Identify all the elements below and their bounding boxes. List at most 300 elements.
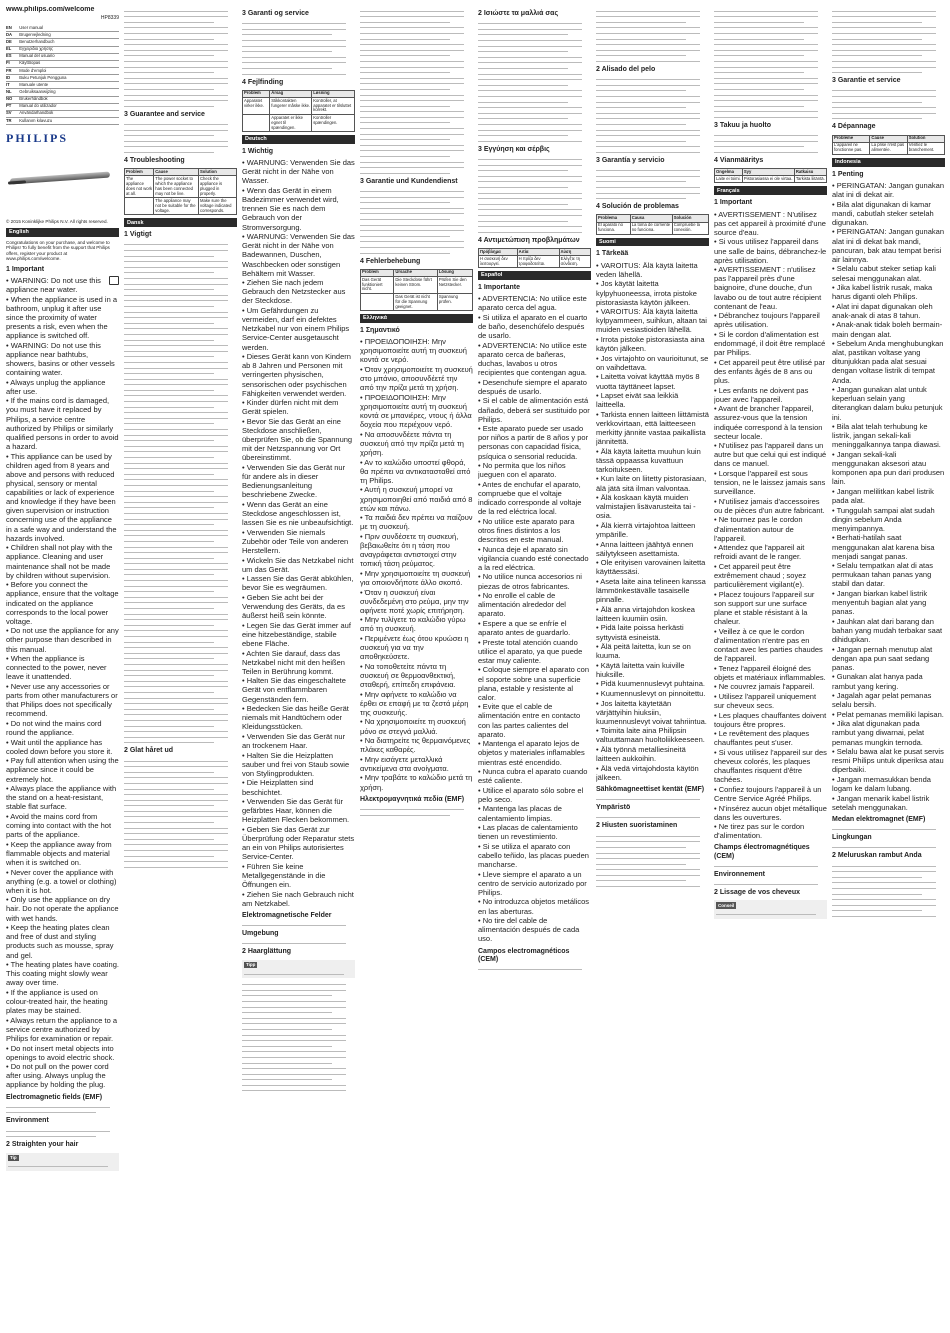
text-line bbox=[124, 780, 228, 784]
emf-heading-id: Medan elektromagnet (EMF) bbox=[832, 815, 926, 823]
text-line bbox=[242, 31, 332, 35]
section-heading-garantie-fr: 3 Garantie et service bbox=[832, 77, 901, 85]
safety-warning-item: • Avant de brancher l'appareil, assurez-vous que la tension indiquée correspond à la tension secteur locale. bbox=[714, 404, 823, 441]
text-line bbox=[596, 58, 700, 62]
safety-warning-item: • Berhati-hatilah saat menggunakan alat karena bisa menjadi sangat panas. bbox=[832, 533, 935, 561]
safety-warning-item: • Bedecken Sie das heiße Gerät niemals mit Handtüchern oder Kleidungsstücken. bbox=[242, 704, 349, 732]
text-line bbox=[124, 392, 228, 396]
safety-warning-item: • Führen Sie keine Metallgegenstände in die Öffnungen ein. bbox=[242, 861, 326, 890]
text-line bbox=[596, 115, 700, 119]
text-line bbox=[360, 244, 464, 248]
text-line bbox=[478, 65, 568, 69]
section-heading-vigtigt: 1 Vigtigt bbox=[124, 231, 152, 239]
text-line bbox=[124, 342, 228, 346]
text-line bbox=[124, 247, 228, 251]
language-index-row bbox=[6, 53, 119, 60]
safety-warning-item: • Όταν η συσκευή είναι συνδεδεμένη στο ρεύμα, μην την αφήνετε ποτέ χωρίς επιτήρηση. bbox=[360, 587, 469, 615]
text-line bbox=[124, 132, 214, 136]
text-line bbox=[124, 700, 228, 704]
safety-warning-item: • No permita que los niños jueguen con el aparato. bbox=[478, 461, 566, 480]
text-line bbox=[360, 41, 464, 45]
text-line bbox=[124, 527, 228, 531]
text-line bbox=[124, 504, 214, 508]
text-line bbox=[360, 125, 464, 129]
safety-warning-item: • No utilice este aparato para otros fines distintos a los descritos en este manual. bbox=[478, 516, 575, 545]
section-heading-takuu: 3 Takuu ja huolto bbox=[714, 121, 772, 129]
section-heading-tarkeaa: 1 Tärkeää bbox=[596, 250, 629, 258]
section-heading-hiusten: 2 Hiusten suoristaminen bbox=[596, 822, 678, 830]
text-line bbox=[124, 627, 228, 631]
safety-warning-item: • Selalu tempatkan alat di atas permukaan tahan panas yang stabil dan datar. bbox=[832, 561, 934, 589]
text-line bbox=[124, 465, 228, 469]
text-line bbox=[596, 143, 700, 147]
language-index-row bbox=[6, 110, 119, 117]
english-warnings bbox=[6, 276, 119, 1090]
safety-warning-item: • Jangan pernah menutup alat dengan apa pun saat sedang panas. bbox=[832, 644, 933, 672]
safety-warning-item: • ADVERTENCIA: No utilice este aparato cerca del agua. bbox=[478, 294, 587, 313]
safety-warning-item: • Aseta laite aina telineen kanssa lämmönkestävälle tasaiselle pinnalle. bbox=[596, 576, 706, 605]
text-line bbox=[360, 233, 450, 237]
safety-warning-item: • Μην εισάγετε μεταλλικά αντικείμενα στα ανοίγματα. bbox=[360, 754, 449, 773]
warning-icon bbox=[109, 276, 119, 285]
text-line bbox=[478, 190, 582, 194]
text-line bbox=[714, 92, 818, 96]
safety-warning-item: • Este aparato puede ser usado por niños a partir de 8 años y por personas con capacidad física, psíquica o sensorial reducida. bbox=[478, 424, 589, 461]
text-line bbox=[596, 13, 700, 17]
copyright-notice: © 2015 Koninklijke Philips N.V. All rights reserved. bbox=[6, 219, 108, 225]
text-line bbox=[124, 297, 228, 301]
column-dansk bbox=[124, 6, 237, 1327]
text-line bbox=[714, 149, 818, 153]
text-line bbox=[124, 19, 214, 23]
text-line bbox=[478, 31, 568, 35]
language-heading-dansk: Dansk bbox=[124, 218, 237, 227]
text-line bbox=[714, 24, 818, 28]
text-line bbox=[242, 37, 346, 41]
text-line bbox=[478, 110, 582, 114]
text-line bbox=[596, 24, 700, 28]
text-line bbox=[124, 404, 214, 408]
safety-warning-item: • Wenn das Gerät in einem Badezimmer verwendet wird, trennen Sie es nach dem Gebrauch von der Stromversorgung. bbox=[242, 186, 339, 232]
safety-warning-item: • Jauhkan alat dari barang dan bahan yang mudah terbakar saat dihidupkan. bbox=[832, 616, 943, 645]
troubleshooting-table-el: Πρόβλημα Αιτία Λύση Η συσκευή δεν λειτουργεί. Η πρίζα δεν τροφοδοτείται. Ελέγξτε τη σύνδεση. bbox=[478, 248, 591, 268]
section-heading-meluruskan: 2 Meluruskan rambut Anda bbox=[832, 852, 922, 860]
safety-warning-item: • Never cover the appliance with anything (e.g. a towel or clothing) when it is hot. bbox=[6, 867, 117, 895]
text-line bbox=[360, 47, 464, 51]
hair-straightener-illustration bbox=[6, 149, 119, 209]
language-index-row bbox=[6, 75, 119, 82]
safety-warning-item: • Πριν συνδέσετε τη συσκευή, βεβαιωθείτε ότι η τάση που αναγράφεται αντιστοιχεί στην τοπική τάση ρεύματος. bbox=[360, 531, 459, 569]
safety-warning-item: • Tenez l'appareil éloigné des objets et matériaux inflammables. bbox=[714, 663, 826, 682]
text-line bbox=[832, 913, 936, 917]
text-line bbox=[360, 188, 464, 192]
safety-warning-item: • Älä kierrä virtajohtoa laitteen ympärille. bbox=[596, 520, 696, 540]
text-line bbox=[360, 216, 450, 220]
text-line bbox=[242, 987, 346, 991]
safety-warning-item: • Attendez que l'appareil ait refroidi avant de le ranger. bbox=[714, 543, 805, 562]
safety-warning-item: • Legen Sie das Gerät immer auf eine hitzebeständige, stabile ebene Fläche. bbox=[242, 620, 351, 648]
language-index-row bbox=[6, 82, 119, 89]
text-line bbox=[124, 264, 228, 268]
safety-warning-item: • Selalu bawa alat ke pusat servis resmi Philips untuk diperiksa atau diperbaiki. bbox=[832, 747, 944, 775]
safety-warning-item: • AVERTISSEMENT : n'utilisez pas l'appareil près d'une baignoire, d'une douche, d'un lavabo ou de tout autre récipient contenant de l'eau. bbox=[714, 265, 822, 311]
language-index-row bbox=[6, 89, 119, 96]
safety-warning-item: • Si vous utilisez l'appareil sur des cheveux colorés, les plaques chauffantes risquent d'être tachées. bbox=[714, 747, 827, 785]
text-line bbox=[124, 802, 214, 806]
text-line bbox=[124, 415, 228, 419]
text-line bbox=[124, 448, 228, 452]
text-line bbox=[242, 1037, 346, 1041]
text-line bbox=[596, 104, 686, 108]
safety-warning-item: • Coloque siempre el aparato con el soporte sobre una superficie plana, estable y resistente al calor. bbox=[478, 665, 590, 702]
safety-warning-item: • Geben Sie das Gerät zur Überprüfung oder Reparatur stets an ein von Philips autorisiertes Service-Center. bbox=[242, 824, 355, 862]
text-line bbox=[596, 838, 700, 842]
language-title: Εγχειρίδιο χρήσης bbox=[19, 46, 119, 53]
language-title: Gebruiksaanwijzing bbox=[19, 89, 119, 96]
english-intro: Congratulations on your purchase, and welcome to Philips! To fully benefit from the support that Philips offers, register your product at www.philips.com/welcome. bbox=[6, 239, 110, 262]
safety-warning-item: • Before you connect the appliance, ensure that the voltage indicated on the appliance corresponds to the local power voltage. bbox=[6, 580, 119, 626]
text-line bbox=[714, 36, 804, 40]
safety-warning-item: • Älä käytä laitetta muuhun kuin tässä oppaassa kuvattuun tarkoitukseen. bbox=[596, 446, 701, 474]
safety-warning-item: • Wickeln Sie das Netzkabel nicht um das Gerät. bbox=[242, 555, 354, 574]
safety-warning-item: • Verwenden Sie das Gerät nur an trockenem Haar. bbox=[242, 731, 346, 751]
text-line bbox=[596, 47, 700, 51]
safety-warning-item: • Pidä kuumennuslevyt puhtaina. bbox=[596, 679, 705, 689]
language-title: User manual bbox=[19, 25, 119, 32]
text-line bbox=[124, 127, 228, 131]
text-line bbox=[360, 13, 464, 17]
text-line bbox=[124, 836, 214, 840]
text-line bbox=[478, 138, 582, 142]
safety-warning-item: • Lorsque l'appareil est sous tension, ne le laissez jamais sans surveillance. bbox=[714, 469, 826, 497]
text-line bbox=[714, 58, 818, 62]
text-line bbox=[714, 108, 818, 112]
text-line bbox=[596, 99, 700, 103]
text-line bbox=[596, 76, 700, 80]
environment-heading-de: Umgebung bbox=[242, 930, 279, 938]
text-line bbox=[124, 64, 228, 68]
emf-heading-el: Ηλεκτρομαγνητικά πεδία (EMF) bbox=[360, 795, 465, 803]
safety-warning-item: • AVERTISSEMENT : N'utilisez pas cet appareil à proximité d'une source d'eau. bbox=[714, 209, 826, 237]
text-line bbox=[124, 269, 214, 273]
text-line bbox=[124, 337, 214, 341]
safety-warning-item: • Älä peitä laitetta, kun se on kuuma. bbox=[596, 642, 691, 661]
text-line bbox=[832, 907, 922, 911]
text-line bbox=[124, 92, 228, 96]
text-line bbox=[124, 86, 214, 90]
safety-warning-item: • VAROITUS: Älä käytä laitetta kylpyammeen, suihkun, altaan tai muiden vesiastioiden lähellä. bbox=[596, 307, 707, 335]
safety-warning-item: • Always return the appliance to a service centre authorized by Philips for examination or repair. bbox=[6, 1015, 118, 1043]
text-line bbox=[124, 58, 228, 62]
text-line bbox=[124, 476, 228, 480]
safety-warning-item: • Verwenden Sie niemals Zubehör oder Teile von anderen Herstellern. bbox=[242, 527, 349, 555]
text-line bbox=[360, 238, 464, 242]
safety-warning-item: • Ne couvrez jamais l'appareil. bbox=[714, 682, 815, 692]
column-deutsch bbox=[242, 6, 355, 1327]
text-line bbox=[124, 493, 228, 497]
safety-warning-item: • The heating plates have coating. This coating might slowly wear away over time. bbox=[6, 960, 119, 988]
safety-warning-item: • Halten Sie das eingeschaltete Gerät von entflammbaren Gegenständen fern. bbox=[242, 676, 346, 704]
safety-warning-item: • Nunca cubra el aparato cuando esté caliente. bbox=[478, 767, 588, 786]
safety-warning-item: • Να τοποθετείτε πάντα τη συσκευή σε θερμοανθεκτική, σταθερή, επίπεδη επιφάνεια. bbox=[360, 661, 456, 690]
text-line bbox=[124, 253, 214, 257]
safety-warning-item: • Do not pull on the power cord after using. Always unplug the appliance by holding the plug. bbox=[6, 1062, 109, 1090]
language-index-row bbox=[6, 60, 119, 67]
section-heading-penting: 1 Penting bbox=[832, 170, 864, 178]
troubleshooting-table-de: Problem Ursache Lösung Das Gerät funktioniert nicht. Die Steckdose führt keinen Strom. Prüfen Sie den Netzstecker. Das Gerät ist nicht für die Spannung geeignet. Spannung prüfen. bbox=[360, 269, 473, 311]
text-line bbox=[596, 844, 686, 848]
text-line bbox=[832, 891, 922, 895]
text-line bbox=[124, 13, 228, 17]
language-code: SV bbox=[6, 110, 19, 117]
safety-warning-item: • Kun laite on liitetty pistorasiaan, älä jätä sitä ilman valvontaa. bbox=[596, 474, 707, 493]
text-line bbox=[478, 173, 582, 177]
safety-warning-item: • Lleve siempre el aparato a un centro de servicio autorizado por Philips. bbox=[478, 869, 587, 897]
text-line bbox=[360, 36, 450, 40]
text-line bbox=[124, 41, 228, 45]
text-line bbox=[124, 471, 214, 475]
text-line bbox=[596, 127, 700, 131]
text-line bbox=[832, 24, 936, 28]
text-line bbox=[242, 71, 346, 75]
text-line bbox=[124, 488, 214, 492]
language-code: EL bbox=[6, 46, 19, 53]
safety-warning-item: • No enrolle el cable de alimentación alrededor del aparato. bbox=[478, 591, 566, 619]
text-line bbox=[242, 1060, 332, 1064]
safety-warning-item: • Lassen Sie das Gerät abkühlen, bevor Sie es wegräumen. bbox=[242, 574, 354, 593]
emf-heading-en: Electromagnetic fields (EMF) bbox=[6, 1093, 103, 1101]
safety-warning-item: • Όταν χρησιμοποιείτε τη συσκευή στο μπάνιο, αποσυνδέετέ την από την πρίζα μετά τη χρήση. bbox=[360, 365, 473, 393]
text-line bbox=[714, 41, 818, 45]
language-code: FI bbox=[6, 60, 19, 67]
environment-heading-fi: Ympäristö bbox=[596, 804, 631, 812]
section-heading-important-en: 1 Important bbox=[6, 265, 45, 273]
section-heading-glat: 2 Glat håret ud bbox=[124, 747, 174, 755]
text-line bbox=[596, 52, 686, 56]
text-line bbox=[124, 241, 228, 245]
text-line bbox=[124, 432, 228, 436]
text-line bbox=[596, 138, 686, 142]
text-line bbox=[478, 115, 568, 119]
text-line bbox=[714, 69, 804, 73]
text-line bbox=[596, 173, 700, 177]
text-line bbox=[124, 69, 214, 73]
text-line bbox=[714, 13, 818, 17]
safety-warning-item: • Sebelum Anda menghubungkan alat, pastikan voltase yang ditunjukkan pada alat sesuai dengan voltase listrik di tempat Anda. bbox=[832, 339, 944, 385]
text-line bbox=[242, 20, 346, 24]
section-heading-garantie-kundendienst: 3 Garantie und Kundendienst bbox=[360, 177, 458, 185]
text-line bbox=[124, 622, 214, 626]
column-espanol bbox=[478, 6, 591, 1327]
safety-warning-item: • Pay full attention when using the appliance since it could be extremely hot. bbox=[6, 756, 119, 784]
deutsch-warnings bbox=[242, 158, 355, 908]
text-line bbox=[124, 281, 228, 285]
text-line bbox=[478, 212, 582, 216]
language-title: Manual del usuario bbox=[19, 53, 119, 60]
safety-warning-item: • Περιμένετε έως ότου κρυώσει η συσκευή για να την αποθηκεύσετε. bbox=[360, 633, 469, 662]
text-line bbox=[124, 555, 214, 559]
text-line bbox=[124, 353, 214, 357]
text-line bbox=[124, 365, 228, 369]
safety-warning-item: • Mantenga el aparato lejos de objetos y materiales inflamables mientras esté encendido. bbox=[478, 739, 585, 767]
text-line bbox=[124, 516, 228, 520]
text-line bbox=[832, 874, 922, 878]
section-heading-troubleshooting-en: 4 Troubleshooting bbox=[124, 156, 185, 164]
text-line bbox=[714, 52, 804, 56]
text-line bbox=[596, 82, 700, 86]
text-line bbox=[124, 143, 228, 147]
language-code: DA bbox=[6, 32, 19, 39]
safety-warning-item: • Cet appareil peut être utilisé par des enfants âgés de 8 ans ou plus. bbox=[714, 357, 826, 386]
text-line bbox=[478, 127, 582, 131]
safety-warning-item: • Verwenden Sie das Gerät nur für andere als in dieser Bedienungsanleitung beschriebene Zwecke. bbox=[242, 462, 346, 500]
safety-warning-item: • Always unplug the appliance after use. bbox=[6, 377, 106, 396]
section-heading-isioste: 2 Ισιώστε τα μαλλιά σας bbox=[478, 10, 559, 17]
text-line bbox=[242, 1048, 346, 1052]
text-line bbox=[832, 99, 922, 103]
text-line bbox=[124, 599, 228, 603]
safety-warning-item: • Anna laitteen jäähtyä ennen säilytykseen asettamista. bbox=[596, 539, 694, 558]
text-line bbox=[360, 80, 464, 84]
text-line bbox=[714, 97, 818, 101]
text-line bbox=[124, 655, 214, 659]
safety-warning-item: • Älä vedä virtajohdosta käytön jälkeen. bbox=[596, 763, 699, 782]
text-line bbox=[832, 36, 922, 40]
text-line bbox=[124, 616, 228, 620]
text-line bbox=[360, 227, 464, 231]
section-heading-garantia: 3 Garantía y servicio bbox=[596, 156, 665, 164]
safety-warning-item: • Preste total atención cuando utilice el aparato, ya que puede estar muy caliente. bbox=[478, 637, 583, 665]
text-line bbox=[478, 104, 582, 108]
text-line bbox=[124, 30, 228, 34]
language-code: ES bbox=[6, 53, 19, 60]
safety-warning-item: • Ziehen Sie nach jedem Gebrauch den Netzstecker aus der Steckdose. bbox=[242, 278, 346, 306]
safety-warning-item: • Pidä laite poissa herkästi syttyvistä esineistä. bbox=[596, 623, 684, 642]
safety-warning-item: • Halten Sie die Heizplatten sauber und frei von Staub sowie von Stylingprodukten. bbox=[242, 750, 350, 778]
text-line bbox=[124, 728, 228, 732]
language-heading-espanol: Español bbox=[478, 271, 591, 280]
text-line bbox=[360, 153, 450, 157]
safety-warning-item: • Kinder dürfen nicht mit dem Gerät spielen. bbox=[242, 398, 339, 417]
language-index-row bbox=[6, 67, 119, 74]
text-line bbox=[360, 8, 464, 12]
language-title: Mode d'emploi bbox=[19, 67, 119, 74]
section-heading-antimetopisi: 4 Αντιμετώπιση προβλημάτων bbox=[478, 236, 580, 244]
text-line bbox=[360, 147, 464, 151]
text-line bbox=[242, 1087, 346, 1091]
text-line bbox=[124, 594, 228, 598]
safety-warning-item: • Bila alat digunakan di kamar mandi, cabutlah steker setelah digunakan. bbox=[832, 199, 934, 227]
language-title: Benutzerhandbuch bbox=[19, 39, 119, 46]
text-line bbox=[124, 786, 214, 790]
safety-warning-item: • ADVERTENCIA: No utilice este aparato cerca de bañeras, duchas, lavabos u otros recipientes que contengan agua. bbox=[478, 340, 587, 378]
model-number: HP8339 bbox=[100, 15, 119, 22]
text-line bbox=[596, 36, 686, 40]
safety-warning-item: • Jangan melilitkan kabel listrik pada alat. bbox=[832, 486, 934, 506]
text-line bbox=[360, 75, 464, 79]
language-title: Manuale utente bbox=[19, 82, 119, 89]
language-index-row bbox=[6, 32, 119, 39]
safety-warning-item: • Achten Sie darauf, dass das Netzkabel nicht mit den heißen Teilen in Berührung kommt. bbox=[242, 648, 345, 676]
text-line bbox=[242, 1043, 332, 1047]
safety-warning-item: • Only use the appliance on dry hair. Do not operate the appliance with wet hands. bbox=[6, 895, 119, 923]
text-line bbox=[124, 97, 228, 101]
text-line bbox=[124, 75, 228, 79]
section-heading-solucion: 4 Solución de problemas bbox=[596, 203, 679, 211]
safety-warning-item: • Do not insert metal objects into openings to avoid electric shock. bbox=[6, 1043, 115, 1062]
section-heading-wichtig: 1 Wichtig bbox=[242, 147, 274, 155]
text-line bbox=[596, 195, 686, 199]
text-line bbox=[596, 184, 700, 188]
text-line bbox=[124, 149, 214, 153]
text-line bbox=[478, 162, 582, 166]
text-line bbox=[832, 52, 922, 56]
emf-heading-es: Campos electromagnéticos (CEM) bbox=[478, 947, 570, 963]
text-line bbox=[360, 159, 464, 163]
safety-warning-item: • Ne tournez pas le cordon d'alimentation autour de l'appareil. bbox=[714, 515, 803, 543]
section-heading-depannage: 4 Dépannage bbox=[832, 123, 876, 131]
text-line bbox=[124, 499, 228, 503]
safety-warning-item: • Si el cable de alimentación está dañado, deberá ser sustituido por Philips. bbox=[478, 396, 590, 424]
text-line bbox=[360, 114, 464, 118]
safety-warning-item: • Veillez à ce que le cordon d'alimentation n'entre pas en contact avec les parties chaudes de l'appareil. bbox=[714, 626, 823, 664]
section-heading-eggyisi: 3 Εγγύηση και σέρβις bbox=[478, 145, 550, 153]
text-line bbox=[596, 167, 700, 171]
language-code: ID bbox=[6, 75, 19, 82]
safety-warning-item: • Antes de enchufar el aparato, compruebe que el voltaje indicado corresponde al voltaje de la red eléctrica local. bbox=[478, 479, 582, 517]
safety-warning-item: • Avoid the mains cord from coming into contact with the hot parts of the appliance. bbox=[6, 811, 112, 840]
text-line bbox=[124, 286, 214, 290]
text-line bbox=[124, 538, 214, 542]
environment-heading-en: Environment bbox=[6, 1117, 49, 1125]
language-title: Brugervejledning bbox=[19, 32, 119, 39]
text-line bbox=[360, 58, 464, 62]
text-line bbox=[596, 855, 700, 859]
text-line bbox=[714, 75, 818, 79]
text-line bbox=[124, 678, 228, 682]
safety-warning-item: • Evite que el cable de alimentación entre en contacto con las partes calientes del aparato. bbox=[478, 702, 581, 739]
text-line bbox=[124, 482, 228, 486]
text-line bbox=[124, 303, 214, 307]
text-line bbox=[124, 723, 214, 727]
safety-warning-item: • Bila alat telah terhubung ke listrik, jangan sekali-kali meninggalkannya tanpa diawasi. bbox=[832, 422, 941, 450]
text-line bbox=[832, 19, 922, 23]
text-line bbox=[124, 331, 228, 335]
safety-warning-item: • Lapset eivät saa leikkiä laitteella. bbox=[596, 391, 679, 410]
text-line bbox=[478, 206, 582, 210]
safety-warning-item: • Jika alat digunakan pada rambut yang diwarnai, pelat pemanas mungkin ternoda. bbox=[832, 719, 925, 747]
text-line bbox=[124, 825, 228, 829]
text-line bbox=[124, 454, 214, 458]
text-line bbox=[124, 426, 228, 430]
text-line bbox=[714, 30, 818, 34]
text-line bbox=[124, 47, 228, 51]
ellinika-warnings bbox=[360, 337, 473, 792]
safety-warning-item: • ΠΡΟΕΙΔΟΠΟΙΗΣΗ: Μην χρησιμοποιείτε αυτή τη συσκευή κοντά σε μπανιέρες, ντους ή άλλα δοχεία που περιέχουν νερό. bbox=[360, 392, 472, 430]
text-line bbox=[832, 47, 936, 51]
safety-warning-item: • Si vous utilisez l'appareil dans une salle de bains, débranchez-le après utilisation. bbox=[714, 237, 827, 265]
text-line bbox=[360, 250, 450, 254]
safety-warning-item: • N'insérez aucun objet métallique dans les ouvertures. bbox=[714, 803, 827, 822]
text-line bbox=[596, 93, 700, 97]
safety-warning-item: • Jika kabel listrik rusak, maka harus diganti oleh Philips. bbox=[832, 283, 933, 302]
website-url[interactable]: www.philips.com/welcome bbox=[6, 6, 95, 13]
text-line bbox=[242, 1082, 346, 1086]
text-line bbox=[124, 588, 214, 592]
text-line bbox=[478, 59, 582, 63]
text-line bbox=[124, 706, 214, 710]
safety-warning-item: • Do not wind the mains cord round the appliance. bbox=[6, 718, 102, 738]
